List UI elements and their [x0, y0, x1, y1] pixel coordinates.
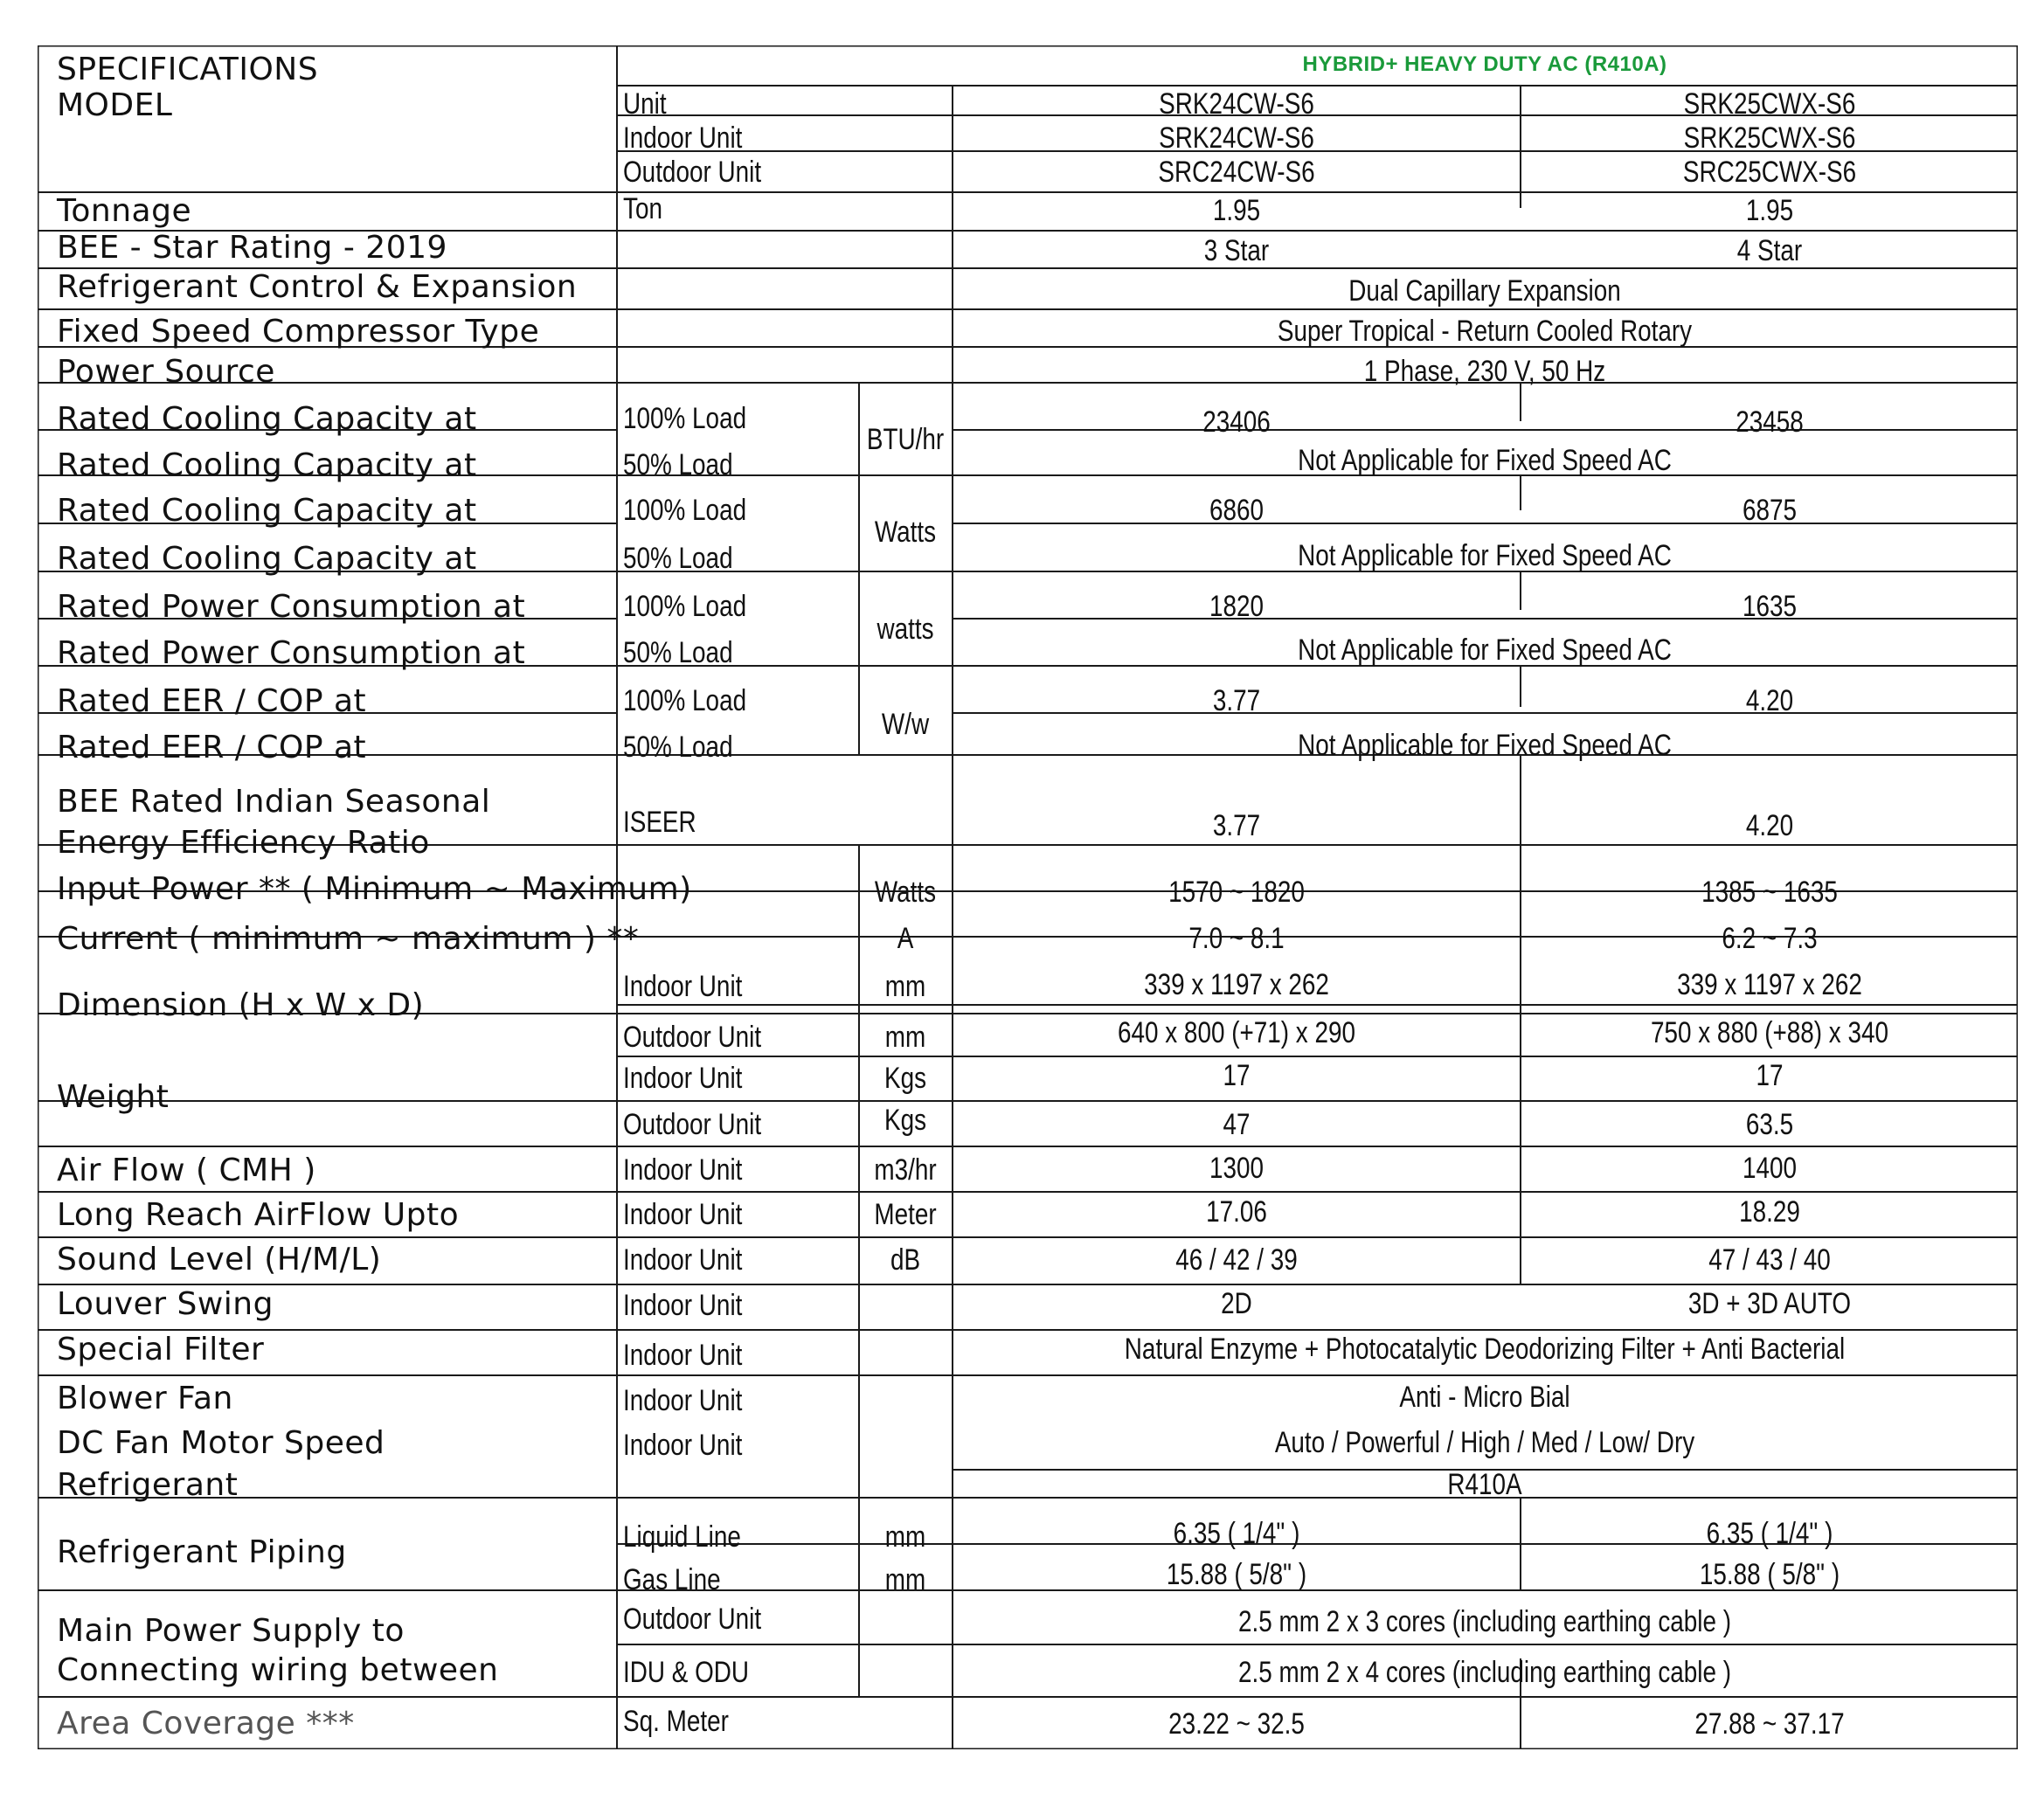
piping-label: Refrigerant Piping [57, 1534, 347, 1570]
piping-gas-sub: Gas Line [623, 1563, 721, 1596]
cooling-btu-100-col2: 23458 [1736, 405, 1804, 439]
blower-label: Blower Fan [57, 1381, 233, 1416]
power-consumption-100-col2: 1635 [1742, 590, 1798, 623]
louver-sub: Indoor Unit [623, 1289, 743, 1322]
filter-value: Natural Enzyme + Photocatalytic Deodorizing Filter + Anti Bacterial [1124, 1333, 1846, 1366]
specifications-table [38, 45, 2018, 1749]
louver-col2: 3D + 3D AUTO [1687, 1287, 1852, 1320]
air-flow-label: Air Flow ( CMH ) [57, 1153, 316, 1188]
fan-motor-label: DC Fan Motor Speed [57, 1425, 385, 1461]
louver-label: Louver Swing [57, 1286, 274, 1322]
bee-star-label: BEE - Star Rating - 2019 [57, 230, 447, 266]
area-label: Area Coverage *** [57, 1706, 355, 1741]
long-reach-unit: Meter [874, 1198, 937, 1231]
dimension-label: Dimension (H x W x D) [57, 987, 425, 1023]
eer-100-label: Rated EER / COP at [57, 683, 367, 719]
cooling-watts-100-col2: 6875 [1742, 494, 1798, 527]
power-consumption-50-value: Not Applicable for Fixed Speed AC [1298, 633, 1672, 667]
bee-star-col2: 4 Star [1736, 234, 1803, 267]
dimension-indoor-unit: mm [884, 970, 926, 1003]
power-consumption-50-load: 50% Load [623, 636, 733, 669]
louver-col1: 2D [1221, 1287, 1252, 1320]
eer-50-label: Rated EER / COP at [57, 730, 367, 765]
model-col1-value: SRK24CW-S6 [1159, 121, 1314, 155]
sound-col1: 46 / 42 / 39 [1175, 1243, 1298, 1277]
area-sub: Sq. Meter [623, 1705, 729, 1738]
air-flow-unit: m3/hr [874, 1153, 937, 1187]
power-consumption-100-label: Rated Power Consumption at [57, 589, 526, 625]
cooling-btu-100-col1: 23406 [1202, 405, 1271, 439]
eer-100-load: 100% Load [623, 684, 747, 717]
cooling-btu-100-label: Rated Cooling Capacity at [57, 401, 477, 437]
specifications-heading: SPECIFICATIONS [57, 52, 319, 87]
model-col1-value: SRK24CW-S6 [1159, 87, 1314, 121]
refrigerant-value: R410A [1447, 1468, 1522, 1501]
power-consumption-50-label: Rated Power Consumption at [57, 635, 526, 671]
model-col2-value: SRC25CWX-S6 [1682, 156, 1857, 189]
cooling-btu-50-value: Not Applicable for Fixed Speed AC [1298, 444, 1672, 477]
bee-star-col1: 3 Star [1203, 234, 1270, 267]
cooling-btu-100-load: 100% Load [623, 402, 747, 435]
eer-50-load: 50% Load [623, 730, 733, 764]
weight-indoor-col2: 17 [1756, 1059, 1784, 1092]
dimension-outdoor-unit: mm [884, 1021, 926, 1054]
current-col2: 6.2 ~ 7.3 [1722, 922, 1818, 955]
dimension-outdoor-sub: Outdoor Unit [623, 1021, 762, 1054]
compressor-label: Fixed Speed Compressor Type [57, 314, 540, 350]
long-reach-col2: 18.29 [1739, 1195, 1800, 1229]
power-consumption-100-col1: 1820 [1209, 590, 1265, 623]
connecting-wiring-sub: IDU & ODU [623, 1656, 750, 1689]
model-sub-label: Outdoor Unit [623, 156, 762, 189]
connecting-wiring-label: Connecting wiring between [57, 1652, 499, 1688]
iseer-label-line1: BEE Rated Indian Seasonal [57, 784, 491, 820]
air-flow-sub: Indoor Unit [623, 1153, 743, 1187]
model-sub-label: Unit [623, 87, 667, 121]
dimension-indoor-col1: 339 x 1197 x 262 [1144, 968, 1329, 1001]
piping-gas-unit: mm [884, 1563, 926, 1596]
weight-outdoor-col1: 47 [1223, 1108, 1251, 1141]
cooling-watts-100-load: 100% Load [623, 494, 747, 527]
long-reach-label: Long Reach AirFlow Upto [57, 1197, 460, 1233]
refrigerant-control-label: Refrigerant Control & Expansion [57, 269, 578, 305]
iseer-sub: ISEER [623, 806, 696, 839]
model-label: MODEL [57, 87, 173, 123]
piping-liquid-col2: 6.35 ( 1/4" ) [1706, 1517, 1833, 1550]
cooling-watts-50-label: Rated Cooling Capacity at [57, 541, 477, 577]
compressor-value: Super Tropical - Return Cooled Rotary [1277, 315, 1693, 348]
current-col1: 7.0 ~ 8.1 [1188, 922, 1285, 955]
power-consumption-unit: watts [876, 613, 934, 646]
fan-motor-sub: Indoor Unit [623, 1429, 743, 1462]
input-power-label: Input Power ** ( Minimum ~ Maximum) [57, 871, 692, 907]
piping-gas-col2: 15.88 ( 5/8" ) [1699, 1558, 1840, 1591]
sound-label: Sound Level (H/M/L) [57, 1242, 382, 1277]
input-power-col2: 1385 ~ 1635 [1701, 876, 1838, 909]
tonnage-col1: 1.95 [1212, 194, 1261, 227]
sound-col2: 47 / 43 / 40 [1708, 1243, 1831, 1277]
weight-outdoor-sub: Outdoor Unit [623, 1108, 762, 1141]
tonnage-col2: 1.95 [1745, 194, 1794, 227]
dimension-indoor-col2: 339 x 1197 x 262 [1677, 968, 1862, 1001]
connecting-wiring-value: 2.5 mm 2 x 4 cores (including earthing cable ) [1237, 1656, 1732, 1689]
input-power-col1: 1570 ~ 1820 [1168, 876, 1305, 909]
weight-indoor-unit: Kgs [883, 1062, 927, 1095]
weight-indoor-sub: Indoor Unit [623, 1062, 743, 1095]
cooling-watts-unit: Watts [874, 516, 937, 549]
weight-outdoor-col2: 63.5 [1745, 1108, 1794, 1141]
cooling-btu-50-load: 50% Load [623, 448, 733, 481]
sound-unit: dB [890, 1243, 921, 1277]
eer-unit: W/w [881, 708, 930, 741]
long-reach-sub: Indoor Unit [623, 1198, 743, 1231]
iseer-label-line2: Energy Efficiency Ratio [57, 825, 430, 861]
piping-liquid-unit: mm [884, 1520, 926, 1554]
area-col2: 27.88 ~ 37.17 [1694, 1707, 1845, 1741]
piping-liquid-sub: Liquid Line [623, 1520, 741, 1554]
product-title: HYBRID+ HEAVY DUTY AC (R410A) [1302, 52, 1667, 76]
piping-liquid-col1: 6.35 ( 1/4" ) [1173, 1517, 1300, 1550]
model-col2-value: SRK25CWX-S6 [1683, 121, 1856, 155]
main-power-value: 2.5 mm 2 x 3 cores (including earthing cable ) [1237, 1605, 1732, 1638]
tonnage-label: Tonnage [57, 193, 192, 229]
weight-indoor-col1: 17 [1223, 1059, 1251, 1092]
current-unit: A [897, 922, 914, 955]
eer-100-col2: 4.20 [1745, 684, 1794, 717]
refrigerant-label: Refrigerant [57, 1467, 239, 1503]
cooling-watts-100-col1: 6860 [1209, 494, 1265, 527]
weight-label: Weight [57, 1079, 170, 1115]
model-sub-label: Indoor Unit [623, 121, 743, 155]
blower-sub: Indoor Unit [623, 1384, 743, 1417]
power-source-value: 1 Phase, 230 V, 50 Hz [1363, 355, 1606, 388]
cooling-watts-50-load: 50% Load [623, 542, 733, 575]
current-label: Current ( minimum ~ maximum ) ** [57, 921, 640, 957]
air-flow-col2: 1400 [1742, 1152, 1798, 1185]
long-reach-col1: 17.06 [1206, 1195, 1267, 1229]
main-power-sub: Outdoor Unit [623, 1603, 762, 1636]
dimension-indoor-sub: Indoor Unit [623, 970, 743, 1003]
input-power-unit: Watts [874, 876, 937, 909]
main-power-label: Main Power Supply to [57, 1613, 405, 1649]
filter-sub: Indoor Unit [623, 1339, 743, 1372]
dimension-outdoor-col1: 640 x 800 (+71) x 290 [1117, 1016, 1356, 1049]
sound-sub: Indoor Unit [623, 1243, 743, 1277]
air-flow-col1: 1300 [1209, 1152, 1265, 1185]
model-col1-value: SRC24CW-S6 [1158, 156, 1315, 189]
filter-label: Special Filter [57, 1332, 265, 1367]
dimension-outdoor-col2: 750 x 880 (+88) x 340 [1650, 1016, 1889, 1049]
cooling-btu-50-label: Rated Cooling Capacity at [57, 447, 477, 483]
cooling-btu-unit: BTU/hr [866, 423, 945, 456]
piping-gas-col1: 15.88 ( 5/8" ) [1166, 1558, 1307, 1591]
iseer-col1: 3.77 [1212, 809, 1261, 842]
model-col2-value: SRK25CWX-S6 [1683, 87, 1856, 121]
power-consumption-100-load: 100% Load [623, 590, 747, 623]
cooling-watts-50-value: Not Applicable for Fixed Speed AC [1298, 539, 1672, 572]
eer-50-value: Not Applicable for Fixed Speed AC [1298, 729, 1672, 762]
fan-motor-value: Auto / Powerful / High / Med / Low/ Dry [1274, 1426, 1695, 1459]
weight-outdoor-unit: Kgs [883, 1104, 927, 1137]
cooling-watts-100-label: Rated Cooling Capacity at [57, 493, 477, 529]
eer-100-col1: 3.77 [1212, 684, 1261, 717]
iseer-col2: 4.20 [1745, 809, 1794, 842]
refrigerant-control-value: Dual Capillary Expansion [1348, 274, 1621, 308]
blower-value: Anti - Micro Bial [1399, 1381, 1570, 1414]
power-source-label: Power Source [57, 354, 275, 390]
tonnage-unit: Ton [623, 192, 662, 225]
area-col1: 23.22 ~ 32.5 [1168, 1707, 1305, 1741]
